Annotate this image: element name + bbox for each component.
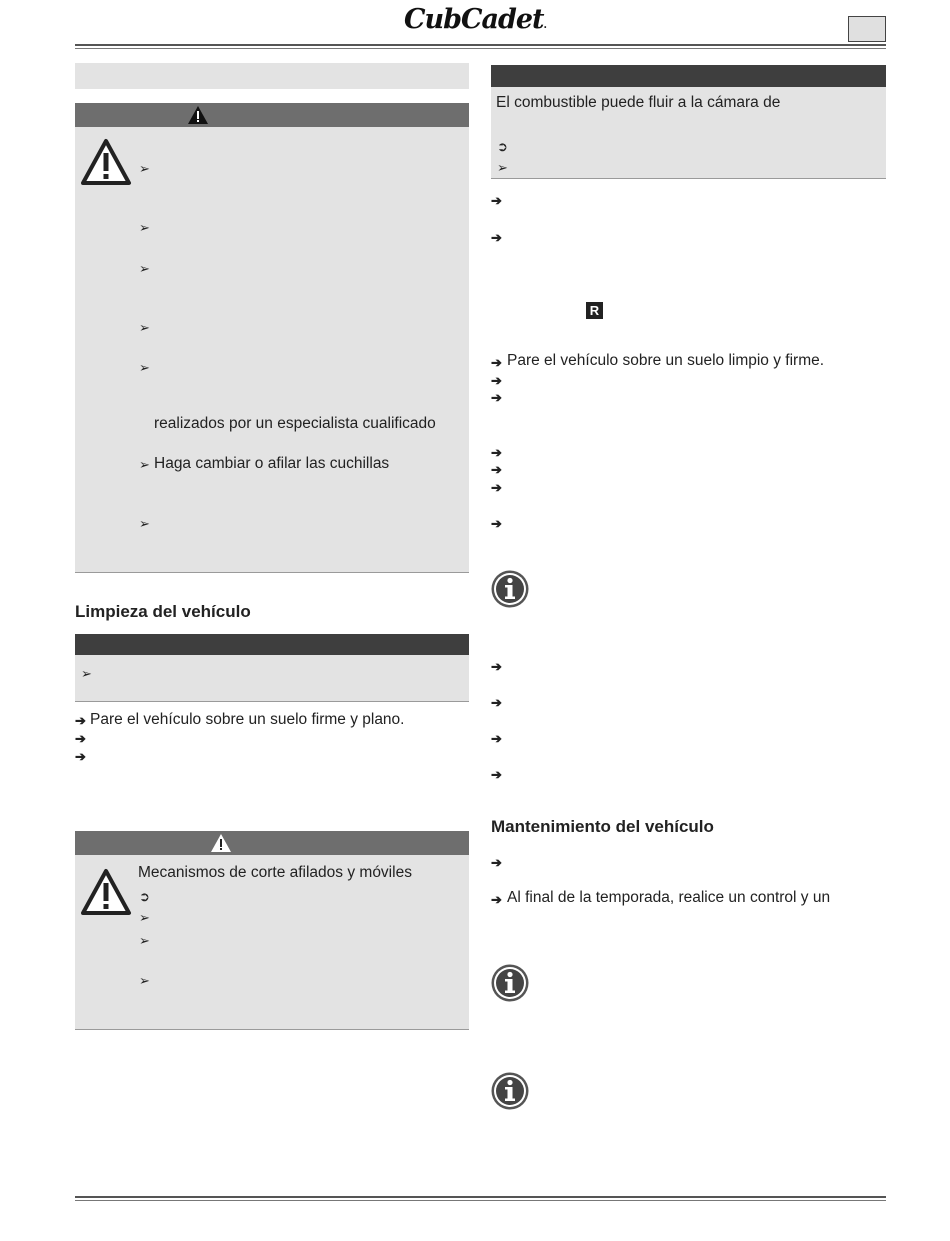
footer-rule: [75, 1196, 886, 1198]
footer-rule-thin: [75, 1200, 886, 1201]
bullet-icon: ➢: [139, 457, 150, 472]
note-band: [75, 634, 469, 655]
arrow-icon: ➔: [491, 695, 502, 710]
arrow-icon: ➔: [491, 193, 502, 208]
bullet-icon: ➢: [139, 320, 150, 335]
brand-logo-mark: .: [543, 20, 546, 31]
arrow-icon: ➔: [491, 516, 502, 531]
brand-logo-text: CubCadet: [404, 4, 544, 35]
section-heading-maintenance: Mantenimiento del vehículo: [491, 817, 714, 836]
arrow-icon: ➔: [491, 731, 502, 746]
reverse-gear-symbol: R: [586, 302, 603, 319]
warning-triangle-icon: [80, 868, 132, 916]
arrow-icon: ➔: [75, 749, 86, 764]
arrow-icon: ➔: [75, 713, 86, 728]
note-box: [75, 655, 469, 701]
warning-small-icon: [210, 833, 232, 853]
warning-box: [75, 127, 469, 572]
caution-text: El combustible puede fluir a la cámara de: [496, 94, 781, 111]
arrow-icon: ➔: [491, 445, 502, 460]
section-heading-cleaning: Limpieza del vehículo: [75, 602, 251, 621]
bullet-icon: ➢: [497, 160, 508, 175]
warning-box-bottom-rule: [75, 572, 469, 573]
caution-band: [491, 65, 886, 87]
page-number-box: [848, 16, 886, 42]
info-icon: [490, 1071, 530, 1111]
warning-band: [75, 831, 469, 855]
arrow-icon: ➔: [491, 767, 502, 782]
warning-box-2-bottom-rule: [75, 1029, 469, 1030]
warning-text-bullet: Haga cambiar o afilar las cuchillas: [154, 455, 390, 472]
bullet-icon: ➢: [139, 973, 150, 988]
bullet-icon: ➢: [81, 666, 92, 681]
arrow-icon: ➔: [491, 480, 502, 495]
header-rule: [75, 44, 886, 46]
note-box-bottom-rule: [75, 701, 469, 702]
bullet-icon: ➢: [139, 933, 150, 948]
info-icon: [490, 569, 530, 609]
header-rule-thin: [75, 48, 886, 49]
arrow-icon: ➔: [75, 731, 86, 746]
warning-text-line: realizados por un especialista cualificado: [154, 415, 436, 432]
arrow-icon: ➔: [491, 230, 502, 245]
arrow-icon: ➔: [491, 390, 502, 405]
info-icon: [490, 963, 530, 1003]
arrow-icon: ➔: [491, 373, 502, 388]
arrow-icon: ➔: [491, 659, 502, 674]
brand-logo: [404, 4, 546, 35]
warning-2-title: Mecanismos de corte afilados y móviles: [138, 864, 412, 881]
arrow-icon: ➔: [491, 892, 502, 907]
cleaning-step-1: Pare el vehículo sobre un suelo firme y plano.: [90, 711, 405, 728]
bullet-icon: ➢: [139, 161, 150, 176]
section-title-bar: [75, 63, 469, 89]
hook-arrow-icon: ➲: [139, 889, 150, 904]
hook-arrow-icon: ➲: [497, 139, 508, 154]
bullet-icon: ➢: [139, 516, 150, 531]
right-step-park: Pare el vehículo sobre un suelo limpio y firme.: [507, 352, 825, 369]
warning-small-icon: [187, 105, 209, 125]
bullet-icon: ➢: [139, 220, 150, 235]
bullet-icon: ➢: [139, 360, 150, 375]
bullet-icon: ➢: [139, 910, 150, 925]
bullet-icon: ➢: [139, 261, 150, 276]
caution-box-bottom-rule: [491, 178, 886, 179]
arrow-icon: ➔: [491, 462, 502, 477]
maintenance-step-end-season: Al final de la temporada, realice un control y un: [507, 889, 831, 906]
arrow-icon: ➔: [491, 355, 502, 370]
warning-triangle-icon: [80, 138, 132, 186]
warning-band: [75, 103, 469, 127]
arrow-icon: ➔: [491, 855, 502, 870]
